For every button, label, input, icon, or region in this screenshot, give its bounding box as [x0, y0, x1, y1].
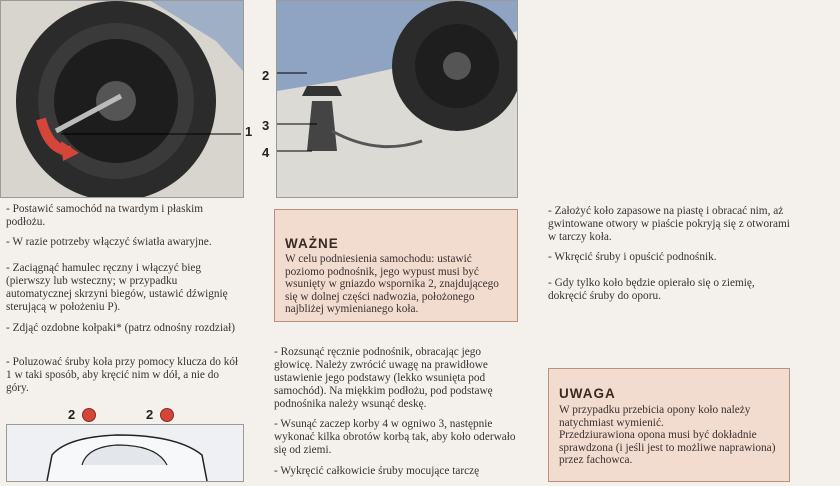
callout-2: 2 — [262, 68, 270, 83]
middle-step-3: - Wykręcić całkowicie śruby mocujące tarczę — [274, 465, 480, 477]
warning-line-1: W przypadku przebicia opony koło należy natychmiast wymienić. — [559, 404, 751, 429]
step-2: - W razie potrzeby włączyć światła awaryjne. — [6, 236, 212, 248]
car-top-view — [6, 424, 244, 482]
middle-step-2: - Wsunąć zaczep korby 4 w ogniwo 3, następnie wykonać kilka obrotów korbą tak, aby koło oderwało się od ziemi. — [274, 418, 516, 456]
photo-jack-under-car — [276, 0, 518, 198]
callout-4: 4 — [262, 145, 270, 160]
marker-dot-left — [82, 408, 96, 422]
warning-title: UWAGA — [559, 386, 616, 401]
jack-illustration — [277, 1, 517, 197]
car-label-right: 2 — [146, 407, 154, 422]
important-text: W celu podniesienia samochodu: ustawić poziomo podnośnik, jego wypust musi być wsunięty w gniazdo wspornika 2, znajdującego się w dolnej części nadwozia, położonego najbliżej wymienianego koła. — [285, 253, 499, 315]
marker-dot-right — [160, 408, 174, 422]
important-box — [274, 209, 518, 322]
right-step-3: - Gdy tylko koło będzie opierało się o ziemię, dokręcić śruby do oporu. — [548, 277, 755, 302]
step-4: - Zdjąć ozdobne kołpaki* (patrz odnośny rozdział) — [6, 322, 235, 334]
middle-step-1: - Rozsunąć ręcznie podnośnik, obracając jego głowicę. Należy zwrócić uwagę na prawidłowe ustawienie jego podstawy (lekko wsunięta pod samochód). Na miękkim podłożu, pod podstawę podnośnika należy wsunąć deskę. — [274, 346, 493, 410]
important-title: WAŻNE — [285, 236, 339, 251]
step-5: - Poluzować śruby koła przy pomocy klucza do kół 1 w taki sposób, aby kręcić nim w dół, a nie do góry. — [6, 356, 239, 394]
wheel-wrench-illustration — [1, 1, 243, 197]
step-1: - Postawić samochód na twardym i płaskim podłożu. — [6, 203, 204, 228]
step-3: - Zaciągnąć hamulec ręczny i włączyć bieg (pierwszy lub wsteczny; w przypadku automatycznej skrzyni biegów, ustawić dźwignię sterującą w położeniu P). — [6, 262, 228, 313]
callout-3: 3 — [262, 118, 270, 133]
right-step-1: - Założyć koło zapasowe na piastę i obracać nim, aż gwintowane otwory w piaście pokryją się z otworami w tarczy koła. — [548, 205, 790, 243]
car-label-left: 2 — [68, 407, 76, 422]
photo-wheel-wrench — [0, 0, 244, 198]
right-step-2: - Wkręcić śruby i opuścić podnośnik. — [548, 251, 717, 263]
callout-1: 1 — [245, 124, 253, 139]
warning-box — [548, 368, 790, 482]
car-outline-illustration — [7, 425, 243, 481]
warning-line-2: Przedziurawiona opona musi być dokładnie sprawdzona (i jeśli jest to możliwe naprawiona) przez fachowca. — [559, 429, 776, 466]
